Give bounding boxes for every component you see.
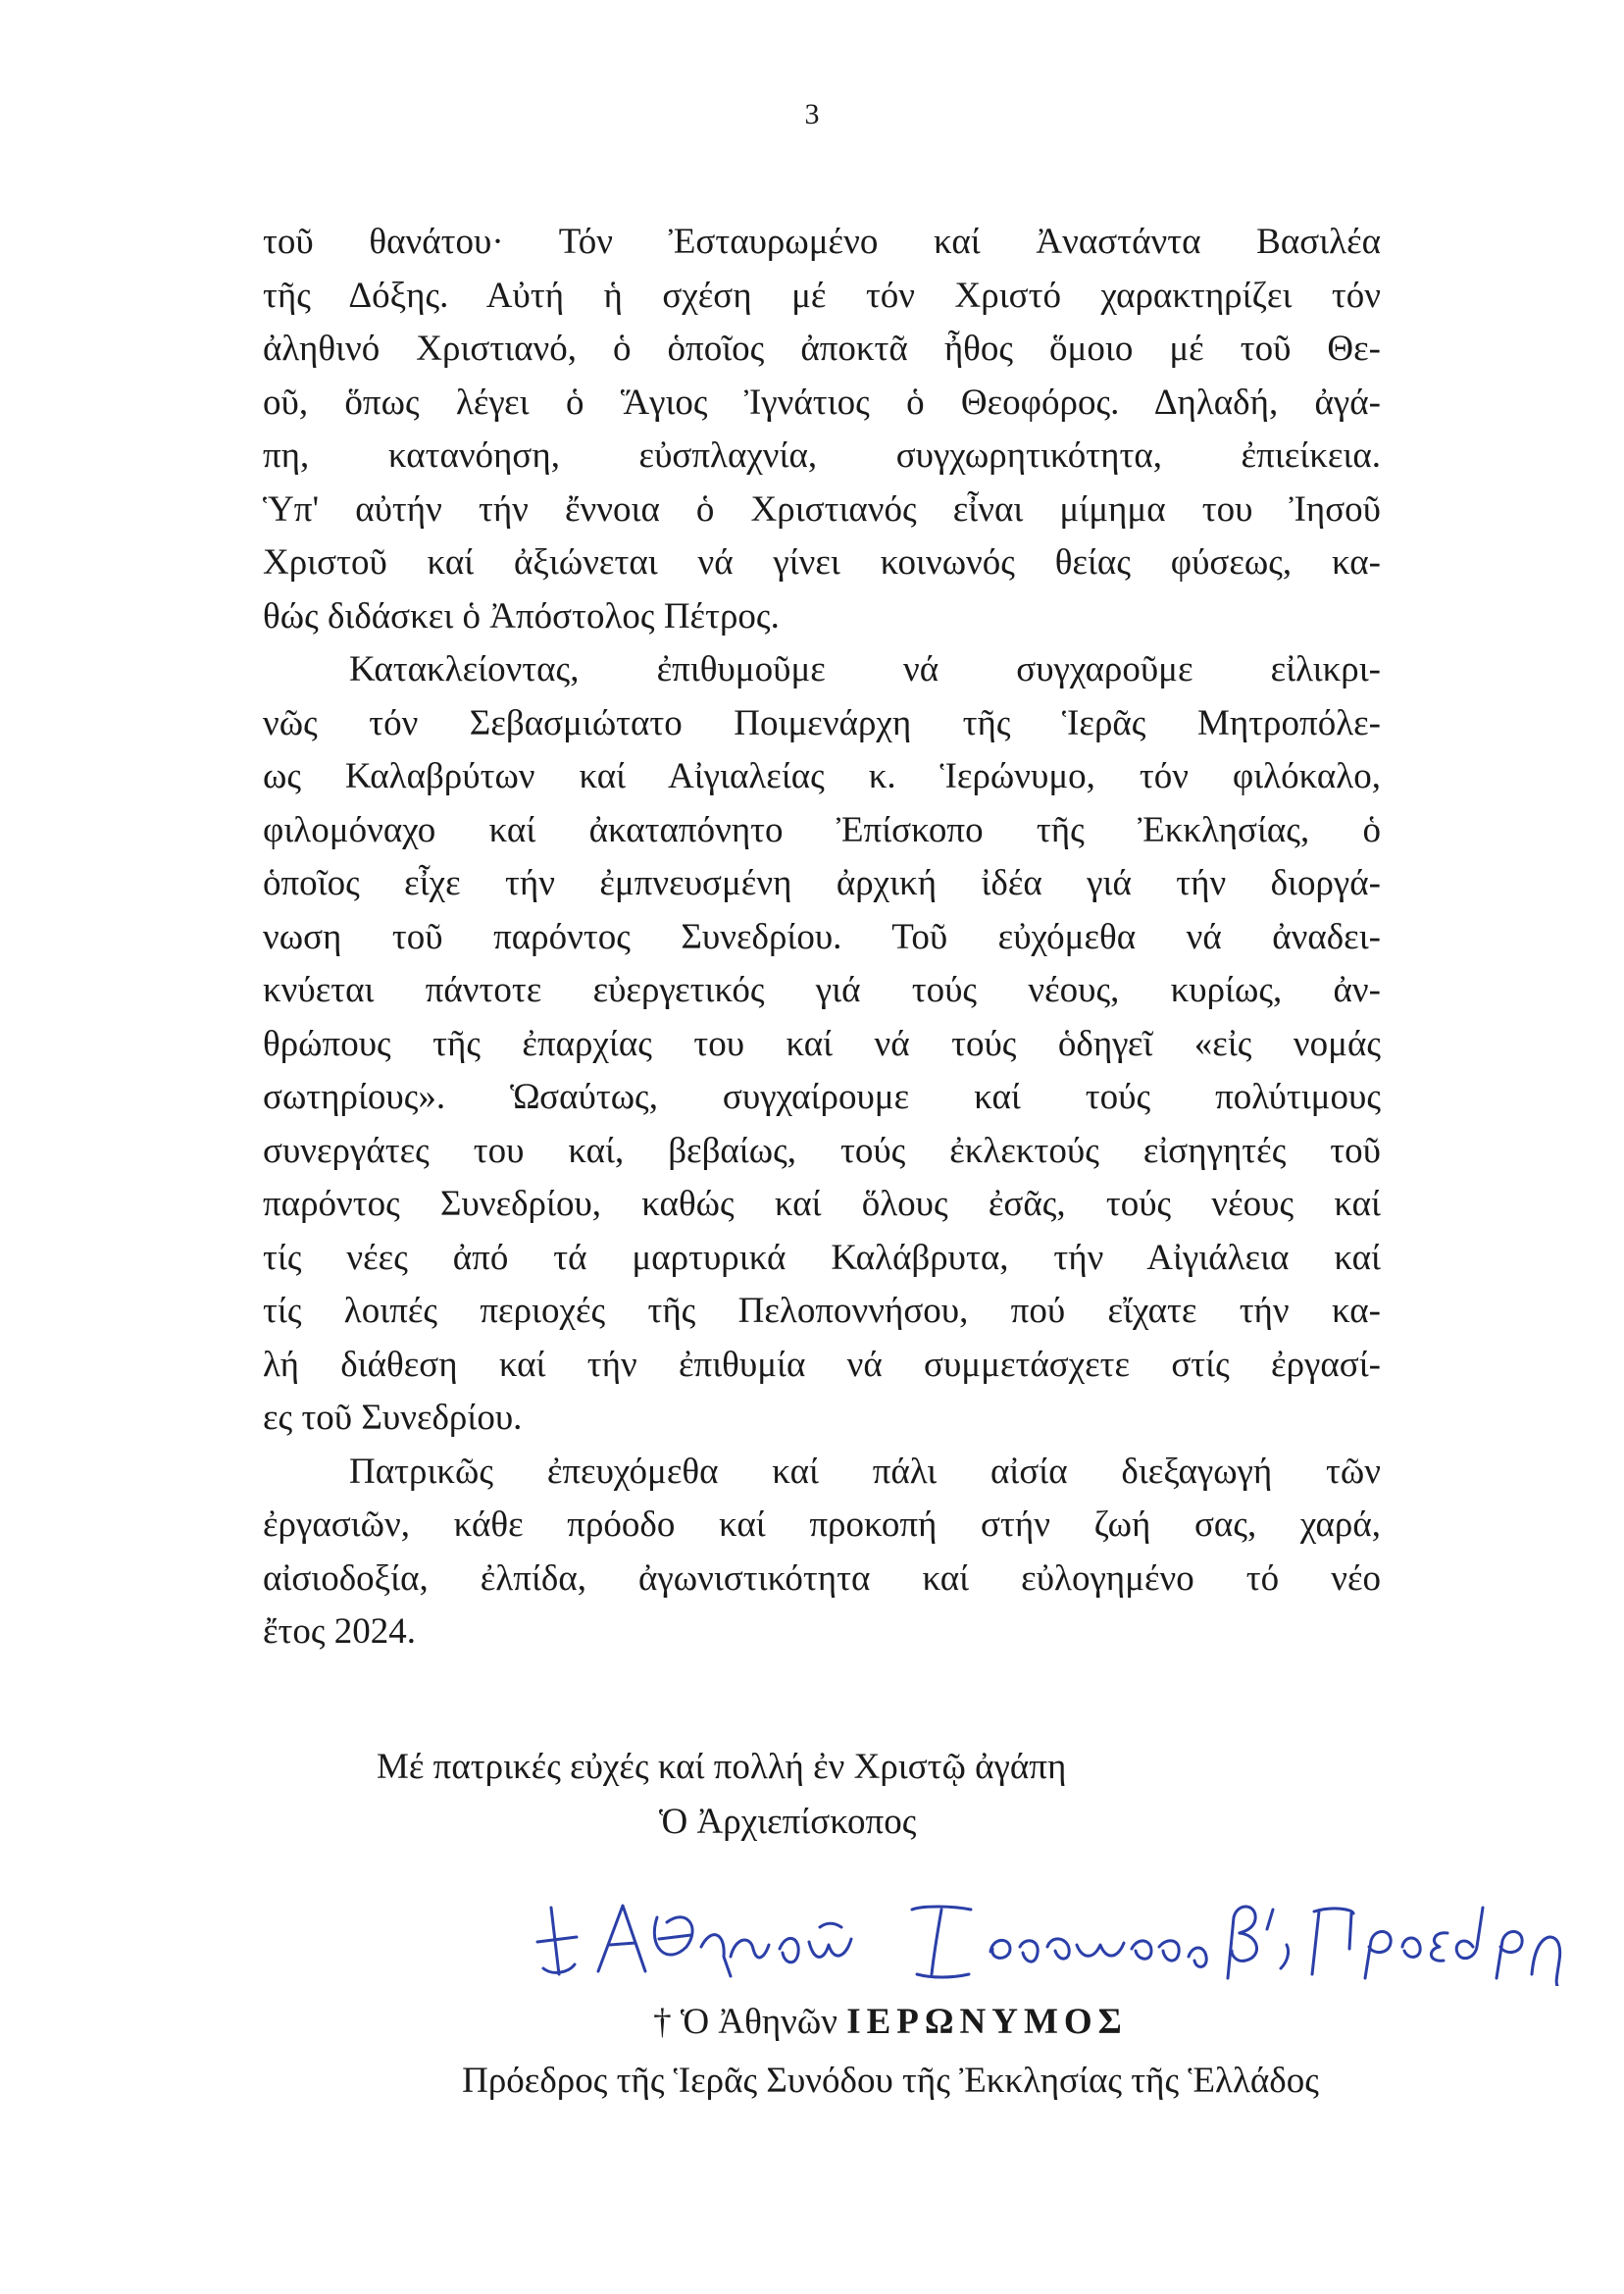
paragraph — [263, 216, 1381, 643]
text-line: νωση τοῦ παρόντος Συνεδρίου. Τοῦ εὐχόμεθα νά ἀναδει- — [263, 916, 1381, 957]
page-number: 3 — [804, 98, 820, 130]
signer-name — [78, 2001, 1624, 2043]
text-line: ἐργασιῶν, κάθε πρόοδο καί προκοπή στήν ζωή σας, χαρά, — [263, 1504, 1381, 1545]
text-line: ες τοῦ Συνεδρίου. — [263, 1398, 523, 1438]
text-line: Ὑπ' αὐτήν τήν ἔννοια ὁ Χριστιανός εἶναι μίμημα του Ἰησοῦ — [263, 488, 1381, 530]
text-line: τῆς Δόξης. Αὐτή ἡ σχέση μέ τόν Χριστό χαρακτηρίζει τόν — [263, 275, 1381, 316]
text-line: λή διάθεση καί τήν ἐπιθυμία νά συμμετάσχετε στίς ἐργασί- — [263, 1344, 1381, 1385]
text-line: Χριστοῦ καί ἀξιώνεται νά γίνει κοινωνός θείας φύσεως, κα- — [263, 542, 1381, 583]
text-line: πη, κατανόηση, εὐσπλαχνία, συγχωρητικότητα, ἐπιείκεια. — [263, 435, 1381, 476]
paragraph — [263, 1446, 1381, 1659]
signer-prefix: † Ὁ Ἀθηνῶν — [653, 2002, 837, 2042]
text-line: τίς λοιπές περιοχές τῆς Πελοποννήσου, πού εἴχατε τήν κα- — [263, 1291, 1381, 1331]
text-line: ως Καλαβρύτων καί Αἰγιαλείας κ. Ἱερώνυμο, τόν φιλόκαλο, — [263, 756, 1381, 796]
text-line: σωτηρίους». Ὡσαύτως, συγχαίρουμε καί τούς πολύτιμους — [263, 1077, 1381, 1117]
paragraph — [263, 643, 1381, 1446]
signer-title: Πρόεδρος τῆς Ἱερᾶς Συνόδου τῆς Ἐκκλησίας τῆς Ἑλλάδος — [462, 2061, 1319, 2101]
text-line: συνεργάτες του καί, βεβαίως, τούς ἐκλεκτούς εἰσηγητές τοῦ — [263, 1130, 1381, 1171]
signer-role: Ὁ Ἀρχιεπίσκοπος — [659, 1802, 917, 1842]
text-line: φιλομόναχο καί ἀκαταπόνητο Ἐπίσκοπο τῆς Ἐκκλησίας, ὁ — [263, 809, 1381, 850]
text-line: νῶς τόν Σεβασμιώτατο Ποιμενάρχη τῆς Ἱερᾶς Μητροπόλε- — [263, 702, 1381, 743]
text-line: αἰσιοδοξία, ἐλπίδα, ἀγωνιστικότητα καί εὐλογημένο τό νέο — [263, 1557, 1381, 1599]
text-line: οῦ, ὅπως λέγει ὁ Ἅγιος Ἰγνάτιος ὁ Θεοφόρος. Δηλαδή, ἀγά- — [263, 382, 1381, 423]
text-line: ἀληθινό Χριστιανό, ὁ ὁποῖος ἀποκτᾶ ἦθος ὅμοιο μέ τοῦ Θε- — [263, 329, 1381, 369]
text-line: ἔτος 2024. — [263, 1611, 417, 1652]
text-line: τίς νέες ἀπό τά μαρτυρικά Καλάβρυτα, τήν Αἰγιάλεια καί — [263, 1237, 1381, 1278]
text-line: τοῦ θανάτου· Τόν Ἐσταυρωμένο καί Ἀναστάντα Βασιλέα — [263, 222, 1381, 262]
letter-body — [263, 216, 1381, 1659]
text-line: Κατακλείοντας, ἐπιθυμοῦμε νά συγχαροῦμε εἰλικρι- — [349, 649, 1381, 689]
handwritten-signature — [530, 1888, 1569, 1986]
text-line: θρώπους τῆς ἐπαρχίας του καί νά τούς ὁδηγεῖ «εἰς νομάς — [263, 1023, 1381, 1064]
closing-salutation: Μέ πατρικές εὐχές καί πολλή ἐν Χριστῷ ἀγάπη — [377, 1747, 1067, 1787]
text-line: Πατρικῶς ἐπευχόμεθα καί πάλι αἰσία διεξαγωγή τῶν — [349, 1451, 1381, 1492]
text-line: ὁποῖος εἶχε τήν ἐμπνευσμένη ἀρχική ἰδέα γιά τήν διοργά- — [263, 863, 1381, 903]
signer-name-caps: ΙΕΡΩΝΥΜΟΣ — [846, 2002, 1128, 2042]
text-line: κνύεται πάντοτε εὐεργετικός γιά τούς νέους, κυρίως, ἀν- — [263, 970, 1381, 1010]
text-line: θώς διδάσκει ὁ Ἀπόστολος Πέτρος. — [263, 595, 780, 637]
text-line: παρόντος Συνεδρίου, καθώς καί ὅλους ἐσᾶς, τούς νέους καί — [263, 1184, 1381, 1224]
